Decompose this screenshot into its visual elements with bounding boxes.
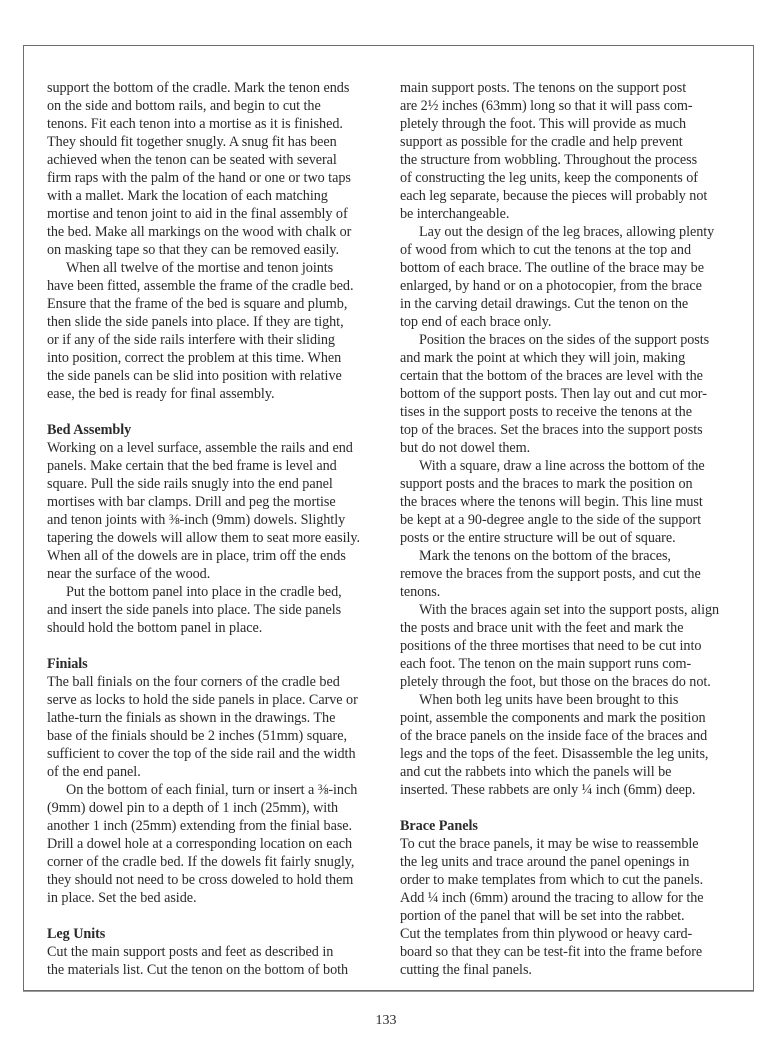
- body-text-line: of constructing the leg units, keep the components of: [400, 170, 698, 186]
- body-text-line: have been fitted, assemble the frame of the cradle bed.: [47, 278, 354, 294]
- paragraph-gap: [400, 799, 734, 817]
- body-text-line: order to make templates from which to cut the panels.: [400, 872, 704, 888]
- body-text-line: support as possible for the cradle and help prevent: [400, 134, 683, 150]
- body-text-line: or if any of the side rails interfere with their sliding: [47, 332, 335, 348]
- body-text-line: in the carving detail drawings. Cut the tenon on the: [400, 296, 689, 312]
- paragraph-first-line: Position the braces on the sides of the support posts: [419, 332, 710, 348]
- body-text-line: the leg units and trace around the panel openings in: [400, 854, 690, 870]
- paragraph-first-line: With the braces again set into the support posts, align: [419, 602, 720, 618]
- paragraph-gap: [47, 403, 379, 421]
- body-text-line: each foot. The tenon on the main support runs com-: [400, 656, 692, 672]
- body-text-line: the posts and brace unit with the feet and mark the: [400, 620, 684, 636]
- paragraph-first-line: Mark the tenons on the bottom of the braces,: [419, 548, 671, 564]
- body-text-line: they should not need to be cross doweled to hold them: [47, 872, 354, 888]
- body-text-line: on masking tape so that they can be removed easily.: [47, 242, 340, 258]
- body-text-line: enlarged, by hand or on a photocopier, from the brace: [400, 278, 702, 294]
- body-text-line: pletely through the foot, but those on the braces do not.: [400, 674, 711, 690]
- body-text-line: Cut the templates from thin plywood or heavy card-: [400, 926, 693, 942]
- body-text-line: When all of the dowels are in place, trim off the ends: [47, 548, 346, 564]
- body-text-line: bottom of each brace. The outline of the brace may be: [400, 260, 704, 276]
- paragraph-gap: [47, 907, 379, 925]
- right-text-column: [400, 79, 734, 979]
- body-text-line: are 2½ inches (63mm) long so that it will pass com-: [400, 98, 693, 114]
- body-text-line: but do not dowel them.: [400, 440, 531, 456]
- body-text-line: mortise and tenon joint to aid in the final assembly of: [47, 206, 348, 222]
- body-text-line: tises in the support posts to receive the tenons at the: [400, 404, 692, 420]
- paragraph-first-line: Put the bottom panel into place in the cradle bed,: [66, 584, 342, 600]
- body-text-line: firm raps with the palm of the hand or one or two taps: [47, 170, 351, 186]
- body-text-line: square. Pull the side rails snugly into the end panel: [47, 476, 333, 492]
- paragraph-first-line: When all twelve of the mortise and tenon joints: [66, 260, 334, 276]
- body-text-line: of the end panel.: [47, 764, 141, 780]
- body-text-line: on the side and bottom rails, and begin to cut the: [47, 98, 321, 114]
- body-text-line: Working on a level surface, assemble the rails and end: [47, 440, 353, 456]
- body-text-line: tapering the dowels will allow them to seat more easily.: [47, 530, 361, 546]
- body-text-line: certain that the bottom of the braces are level with the: [400, 368, 703, 384]
- body-text-line: main support posts. The tenons on the support post: [400, 80, 687, 96]
- body-text-line: top of the braces. Set the braces into the support posts: [400, 422, 703, 438]
- body-text-line: be kept at a 90-degree angle to the side of the support: [400, 512, 701, 528]
- body-text-line: board so that they can be test-fit into the frame before: [400, 944, 703, 960]
- paragraph-first-line: When both leg units have been brought to this: [419, 692, 679, 708]
- body-text-line: with a mallet. Mark the location of each matching: [47, 188, 328, 204]
- page-number: 133: [375, 1013, 397, 1028]
- body-text-line: legs and the tops of the feet. Disassemble the leg units,: [400, 746, 709, 762]
- body-text-line: mortises with bar clamps. Drill and peg the mortise: [47, 494, 336, 510]
- section-heading: Finials: [47, 656, 88, 672]
- body-text-line: should hold the bottom panel in place.: [47, 620, 263, 636]
- body-text-line: and insert the side panels into place. The side panels: [47, 602, 342, 618]
- body-text-line: base of the finials should be 2 inches (51mm) square,: [47, 728, 347, 744]
- body-text-line: the side panels can be slid into position with relative: [47, 368, 342, 384]
- body-text-line: point, assemble the components and mark the position: [400, 710, 706, 726]
- body-text-line: tenons.: [400, 584, 441, 600]
- body-text-line: To cut the brace panels, it may be wise to reassemble: [400, 836, 699, 852]
- paragraph-first-line: With a square, draw a line across the bottom of the: [419, 458, 705, 474]
- body-text-line: lathe-turn the finials as shown in the drawings. The: [47, 710, 336, 726]
- body-text-line: tenons. Fit each tenon into a mortise as it is finished.: [47, 116, 343, 132]
- body-text-line: into position, correct the problem at this time. When: [47, 350, 342, 366]
- body-text-line: panels. Make certain that the bed frame is level and: [47, 458, 337, 474]
- body-text-line: Cut the main support posts and feet as described in: [47, 944, 334, 960]
- body-text-line: Drill a dowel hole at a corresponding location on each: [47, 836, 352, 852]
- body-text-line: corner of the cradle bed. If the dowels fit fairly snugly,: [47, 854, 355, 870]
- body-text-line: each leg separate, because the pieces will probably not: [400, 188, 708, 204]
- body-text-line: serve as locks to hold the side panels in place. Carve or: [47, 692, 358, 708]
- body-text-line: posts or the entire structure will be out of square.: [400, 530, 676, 546]
- body-text-line: achieved when the tenon can be seated with several: [47, 152, 337, 168]
- body-text-line: and mark the point at which they will join, making: [400, 350, 686, 366]
- section-heading: Bed Assembly: [47, 422, 132, 438]
- body-text-line: and cut the rabbets into which the panels will be: [400, 764, 672, 780]
- body-text-line: support the bottom of the cradle. Mark the tenon ends: [47, 80, 350, 96]
- body-text-line: and tenon joints with ⅜-inch (9mm) dowels. Slightly: [47, 512, 346, 528]
- body-text-line: the structure from wobbling. Throughout the process: [400, 152, 698, 168]
- paragraph-first-line: On the bottom of each finial, turn or insert a ⅜-inch: [66, 782, 358, 798]
- body-text-line: of wood from which to cut the tenons at the top and: [400, 242, 691, 258]
- body-text-line: cutting the final panels.: [400, 962, 532, 978]
- body-text-line: portion of the panel that will be set into the rabbet.: [400, 908, 685, 924]
- body-text-line: pletely through the foot. This will provide as much: [400, 116, 687, 132]
- body-text-line: another 1 inch (25mm) extending from the finial base.: [47, 818, 353, 834]
- body-text-line: top end of each brace only.: [400, 314, 552, 330]
- body-text-line: of the brace panels on the inside face of the braces and: [400, 728, 708, 744]
- body-text-line: (9mm) dowel pin to a depth of 1 inch (25mm), with: [47, 800, 339, 816]
- body-text-line: positions of the three mortises that need to be cut into: [400, 638, 702, 654]
- body-text-line: the bed. Make all markings on the wood with chalk or: [47, 224, 352, 240]
- body-text-line: inserted. These rabbets are only ¼ inch (6mm) deep.: [400, 782, 696, 798]
- body-text-line: bottom of the support posts. Then lay out and cut mor-: [400, 386, 707, 402]
- body-text-line: remove the braces from the support posts, and cut the: [400, 566, 701, 582]
- body-text-line: The ball finials on the four corners of the cradle bed: [47, 674, 340, 690]
- body-text-line: near the surface of the wood.: [47, 566, 211, 582]
- paragraph-first-line: Lay out the design of the leg braces, allowing plenty: [419, 224, 715, 240]
- body-text-line: the materials list. Cut the tenon on the bottom of both: [47, 962, 349, 978]
- body-text-line: sufficient to cover the top of the side rail and the width: [47, 746, 356, 762]
- body-text-line: Ensure that the frame of the bed is square and plumb,: [47, 296, 348, 312]
- body-text-line: support posts and the braces to mark the position on: [400, 476, 693, 492]
- body-text-line: ease, the bed is ready for final assembly.: [47, 386, 275, 402]
- paragraph-gap: [47, 637, 379, 655]
- body-text-line: Add ¼ inch (6mm) around the tracing to allow for the: [400, 890, 704, 906]
- left-text-column: [47, 79, 379, 979]
- section-heading: Leg Units: [47, 926, 106, 942]
- body-text-line: the braces where the tenons will begin. This line must: [400, 494, 703, 510]
- body-text-line: then slide the side panels into place. If they are tight,: [47, 314, 344, 330]
- section-heading: Brace Panels: [400, 818, 478, 834]
- body-text-line: They should fit together snugly. A snug fit has been: [47, 134, 337, 150]
- body-text-line: in place. Set the bed aside.: [47, 890, 197, 906]
- body-text-line: be interchangeable.: [400, 206, 510, 222]
